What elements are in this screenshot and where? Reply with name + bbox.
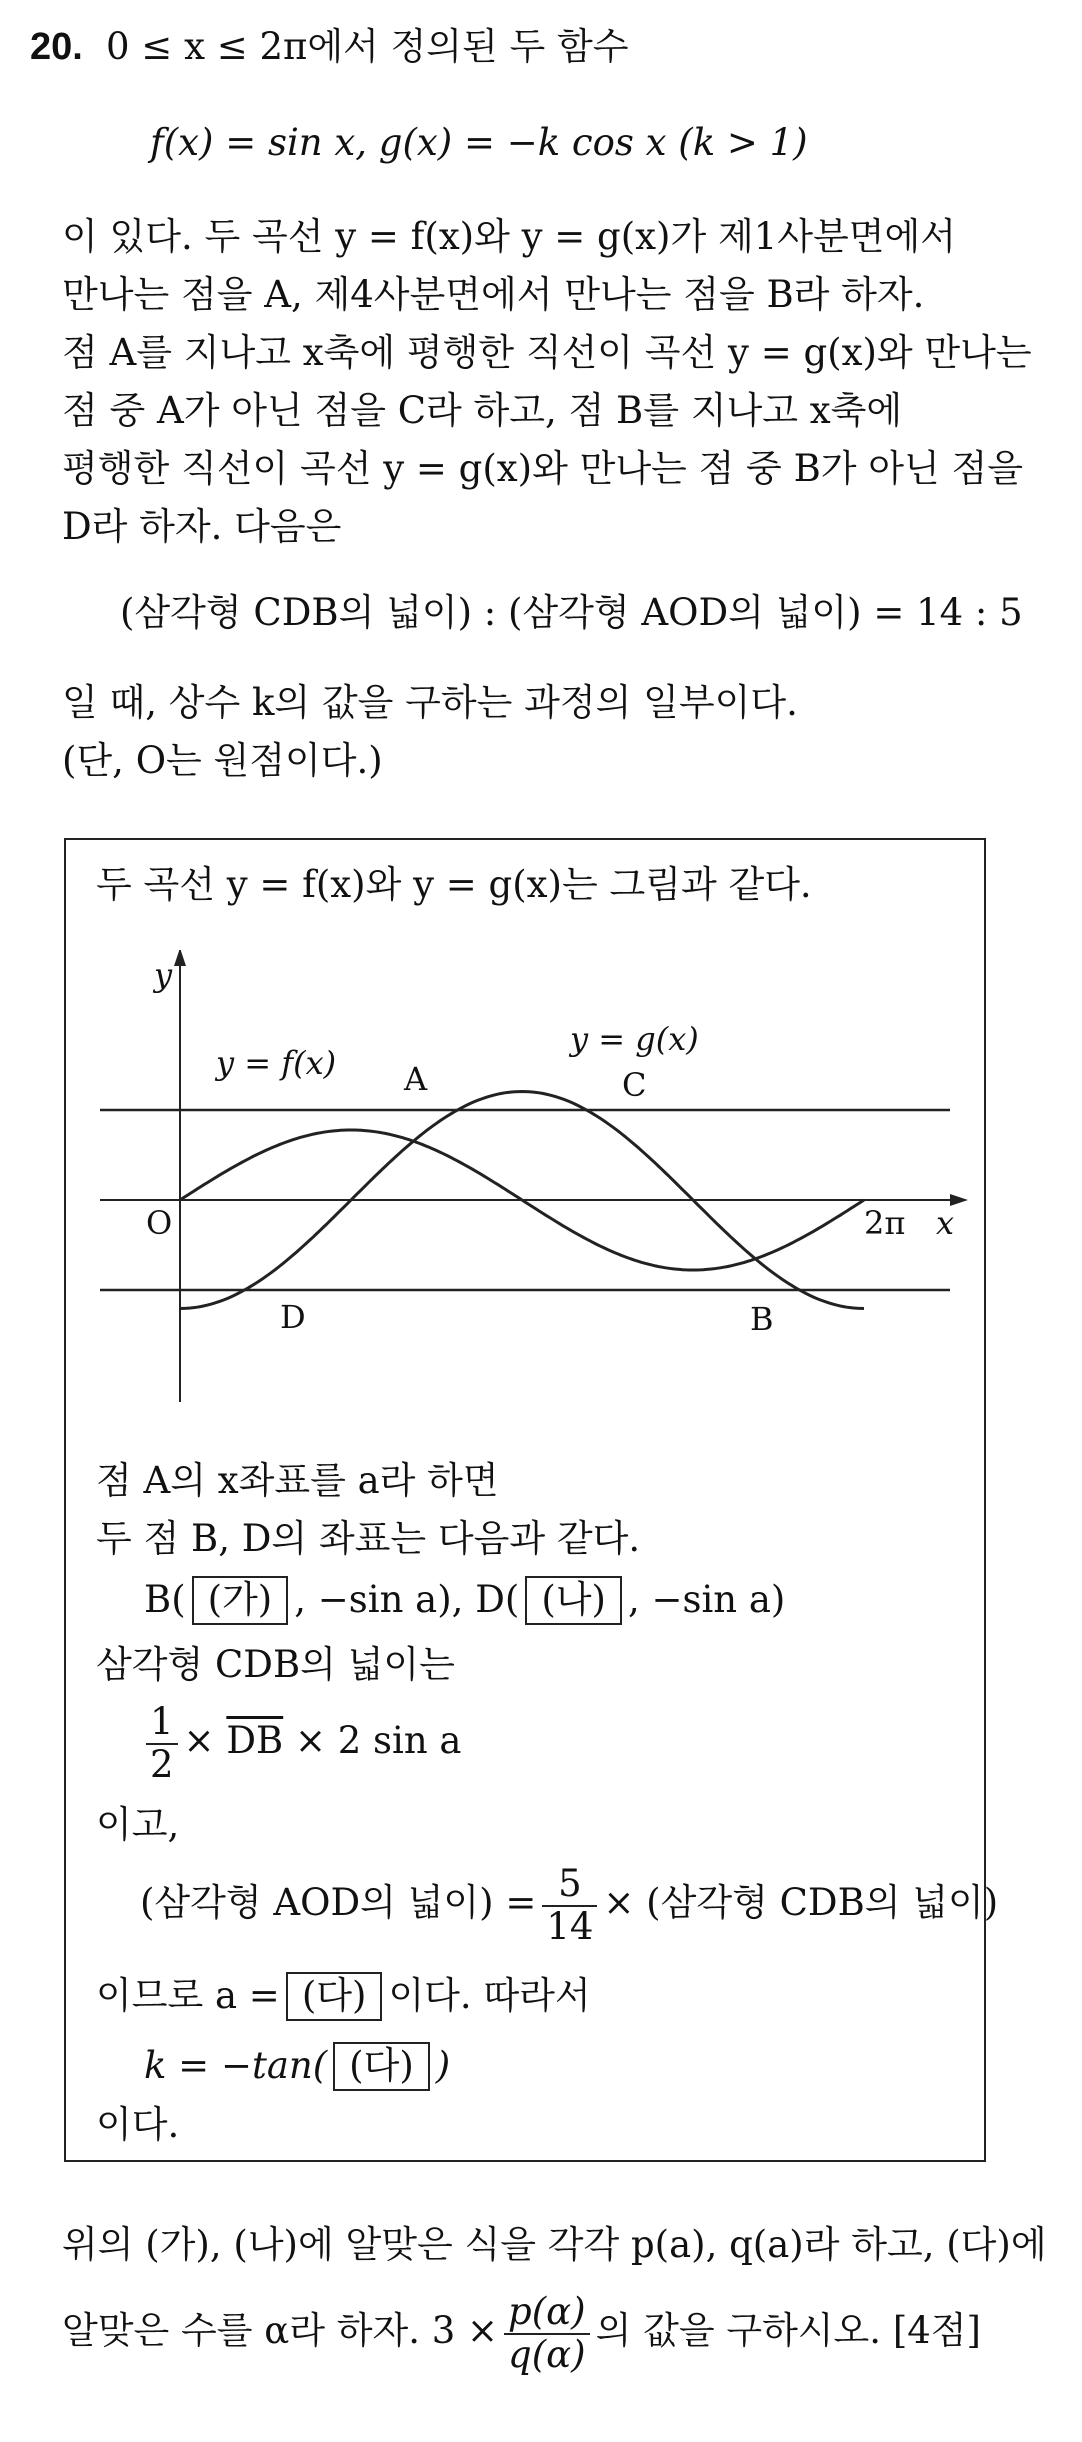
box-line-1: 두 곡선 y = f(x)와 y = g(x)는 그림과 같다. (96, 863, 812, 906)
box-line-s3: 삼각형 CDB의 넓이는 (96, 1643, 455, 1686)
blank-na: (나) (525, 1576, 622, 1625)
y-axis-label: y (154, 956, 173, 994)
blank-ga: (가) (192, 1576, 289, 1625)
question-line-1: 위의 (가), (나)에 알맞은 식을 각각 p(a), q(a)라 하고, (다)에 (62, 2223, 1047, 2266)
question-line-2: 알맞은 수를 α라 하자. 3 × $\frac{p(\alpha)}{q(\alpha)}$ 의 값을 구하시오. [4점] (62, 2290, 981, 2376)
area-ratio: (삼각형 CDB의 넓이) : (삼각형 AOD의 넓이) = 14 : 5 (120, 591, 1023, 634)
fraction-p-over-q: $\frac{p(\alpha)}{q(\alpha)}$ (504, 2292, 590, 2375)
origin-label: O (146, 1204, 173, 1242)
box-line-s1: 점 A의 x좌표를 a라 하면 (96, 1459, 499, 1502)
point-c-label: C (622, 1066, 647, 1104)
point-b-label: B (750, 1300, 774, 1338)
point-d-label: D (280, 1298, 306, 1336)
blank-da-2: (다) (333, 2042, 430, 2091)
alpha-line: 이므로 a = (다) 이다. 따라서 (96, 1972, 591, 2021)
coord-b-prefix: B( (144, 1578, 186, 1621)
statement-line-6: D라 하자. 다음은 (62, 505, 342, 548)
problem-number: 20. (30, 26, 83, 68)
x-axis-label: x (936, 1204, 955, 1242)
blank-da-1: (다) (286, 1972, 383, 2021)
statement-line-5: 평행한 직선이 곡선 y = g(x)와 만나는 점 중 B가 아닌 점을 (62, 447, 1023, 490)
box-line-s6: 이다. (96, 2103, 180, 2146)
y-axis-arrow (174, 950, 186, 966)
box-line-s2: 두 점 B, D의 좌표는 다음과 같다. (96, 1517, 641, 1560)
area-aod-relation: (삼각형 AOD의 넓이) = $\frac{5}{14}$ × (삼각형 CDB의 넓이) (140, 1862, 999, 1948)
statement-line-2: 만나는 점을 A, 제4사분면에서 만나는 점을 B라 하자. (62, 273, 925, 316)
point-a-label: A (404, 1060, 428, 1098)
area-cdb-expression: $\frac{1}{2}$ × $\overline{DB} \times 2$ sin a (140, 1702, 462, 1785)
statement-after-1: 일 때, 상수 k의 값을 구하는 과정의 일부이다. (62, 681, 798, 724)
segment-db: $\overline{DB}$ (226, 1719, 284, 1763)
fraction-five-fourteenths: $\frac{5}{14}$ (542, 1864, 597, 1947)
f-curve-label: y = f(x) (216, 1044, 337, 1082)
statement-line-1: 이 있다. 두 곡선 y = f(x)와 y = g(x)가 제1사분면에서 (62, 215, 956, 258)
statement-after-2: (단, O는 원점이다.) (62, 739, 383, 782)
k-expression: k = −tan( (다) ) (144, 2042, 450, 2091)
coord-b-suffix: , −sin a), D( (294, 1578, 520, 1621)
statement-line-3: 점 A를 지나고 x축에 평행한 직선이 곡선 y = g(x)와 만나는 (62, 331, 1032, 374)
fraction-one-half: $\frac{1}{2}$ (146, 1702, 178, 1785)
sine-cosine-graph (70, 950, 970, 1410)
coordinates-line (144, 1576, 785, 1625)
box-line-s4: 이고, (96, 1803, 180, 1846)
function-definitions: f(x) = sin x, g(x) = −k cos x (k > 1) (150, 121, 808, 164)
coord-d-suffix: , −sin a) (627, 1578, 786, 1621)
g-curve-label: y = g(x) (570, 1020, 699, 1058)
problem-intro: 0 ≤ x ≤ 2π에서 정의된 두 함수 (106, 25, 629, 68)
statement-line-4: 점 중 A가 아닌 점을 C라 하고, 점 B를 지나고 x축에 (62, 389, 903, 432)
two-pi-label: 2π (864, 1204, 906, 1242)
